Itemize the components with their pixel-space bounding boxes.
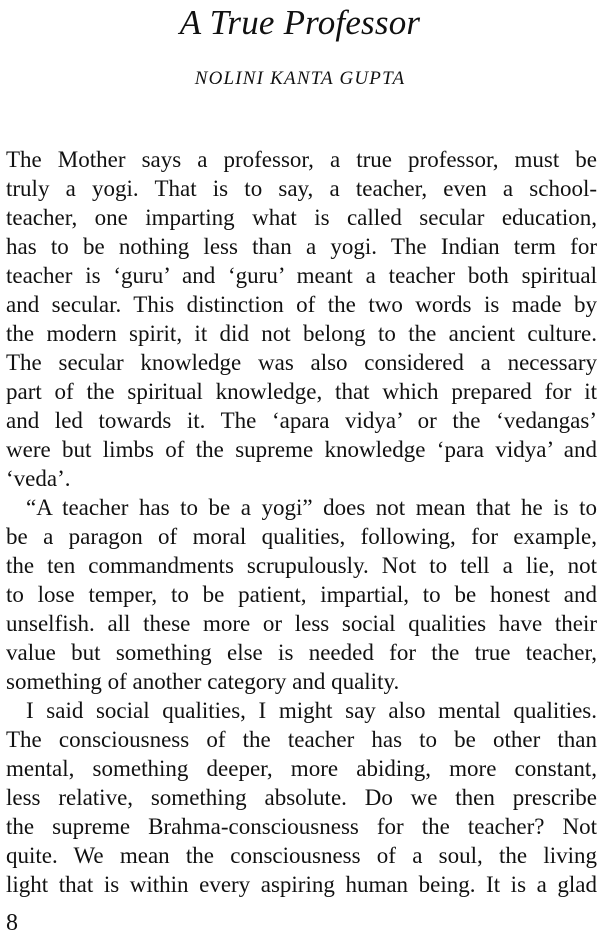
text-line: to lose temper, to be patient, impartial, to be honest and	[6, 582, 597, 607]
text-line: truly a yogi. That is to say, a teacher, even a school-	[6, 176, 597, 201]
text-line: The consciousness of the teacher has to be other than	[6, 727, 597, 752]
text-line: the supreme Brahma-consciousness for the teacher? Not	[6, 814, 597, 839]
text-line: teacher, one imparting what is called secular education,	[6, 205, 597, 230]
text-line: light that is within every aspiring human being. It is a glad	[6, 872, 597, 897]
text-line: mental, something deeper, more abiding, more constant,	[6, 756, 597, 781]
page-title: A True Professor	[179, 3, 421, 42]
text-line: less relative, something absolute. Do we then prescribe	[6, 785, 597, 810]
text-line: the modern spirit, it did not belong to the ancient culture.	[6, 321, 597, 346]
text-line: I said social qualities, I might say also mental qualities.	[26, 698, 597, 723]
author-name: NOLINI KANTA GUPTA	[194, 68, 406, 89]
text-line: ‘veda’.	[6, 466, 71, 491]
text-line: The secular knowledge was also considered a necessary	[6, 350, 597, 375]
text-line: and secular. This distinction of the two words is made by	[6, 292, 597, 317]
text-line: and led towards it. The ‘apara vidya’ or the ‘vedangas’	[6, 408, 597, 433]
text-line: the ten commandments scrupulously. Not to tell a lie, not	[6, 553, 597, 578]
text-line: teacher is ‘guru’ and ‘guru’ meant a teacher both spiritual	[6, 263, 597, 288]
text-line: quite. We mean the consciousness of a soul, the living	[6, 843, 597, 868]
text-line: unselfish. all these more or less social qualities have their	[6, 611, 597, 636]
text-line: value but something else is needed for the true teacher,	[6, 640, 597, 665]
text-line: “A teacher has to be a yogi” does not mean that he is to	[26, 495, 597, 520]
text-line: be a paragon of moral qualities, following, for example,	[6, 524, 597, 549]
text-line: The Mother says a professor, a true professor, must be	[6, 147, 597, 172]
text-line: has to be nothing less than a yogi. The Indian term for	[6, 234, 597, 259]
article-body	[6, 145, 597, 899]
text-line: something of another category and quality.	[6, 669, 400, 694]
page-number: 8	[6, 910, 18, 936]
text-line: were but limbs of the supreme knowledge ‘para vidya’ and	[6, 437, 597, 462]
text-line: part of the spiritual knowledge, that which prepared for it	[6, 379, 597, 404]
